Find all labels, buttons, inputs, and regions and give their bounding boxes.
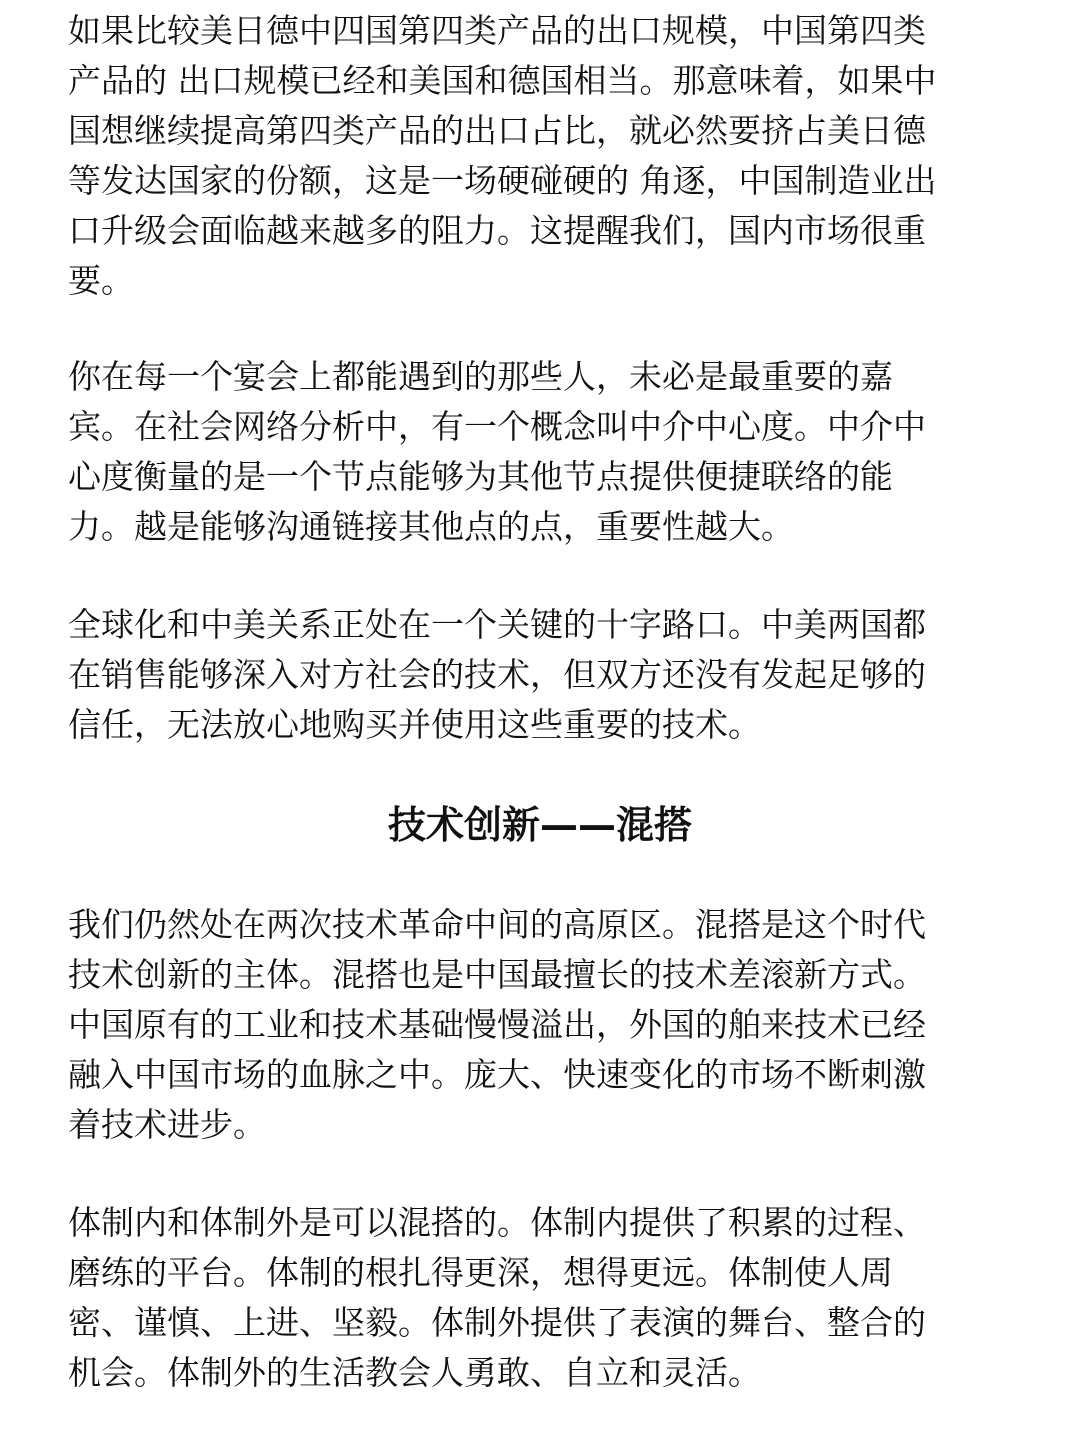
paragraph-line: 等发达国家的份额，这是一场硬碰硬的 角逐，中国制造业出	[68, 161, 937, 200]
paragraph-globalization	[68, 600, 1012, 750]
paragraph-line: 着技术进步。	[68, 1105, 266, 1144]
section-heading: 技术创新——混搭	[387, 803, 692, 847]
paragraph-line: 如果比较美日德中四国第四类产品的出口规模，中国第四类	[68, 11, 926, 50]
paragraph-institutions	[68, 1198, 1012, 1398]
paragraph-line: 要。	[68, 261, 134, 300]
paragraph-line: 国想继续提高第四类产品的出口占比，就必然要挤占美日德	[68, 111, 926, 150]
paragraph-line: 心度衡量的是一个节点能够为其他节点提供便捷联络的能	[68, 457, 893, 496]
paragraph-line: 技术创新的主体。混搭也是中国最擅长的技术差滚新方式。	[68, 955, 926, 994]
paragraph-line: 融入中国市场的血脉之中。庞大、快速变化的市场不断刺激	[68, 1055, 926, 1094]
paragraph-line: 在销售能够深入对方社会的技术，但双方还没有发起足够的	[68, 655, 926, 694]
paragraph-line: 我们仍然处在两次技术革命中间的高原区。混搭是这个时代	[68, 905, 926, 944]
paragraph-line: 中国原有的工业和技术基础慢慢溢出，外国的舶来技术已经	[68, 1005, 926, 1044]
paragraph-line: 口升级会面临越来越多的阻力。这提醒我们，国内市场很重	[68, 211, 926, 250]
paragraph-line: 磨练的平台。体制的根扎得更深，想得更远。体制使人周	[68, 1253, 893, 1292]
paragraph-line: 你在每一个宴会上都能遇到的那些人，未必是最重要的嘉	[68, 357, 893, 396]
paragraph-line: 宾。在社会网络分析中，有一个概念叫中介中心度。中介中	[68, 407, 926, 446]
paragraph-export-scale	[68, 6, 1012, 306]
paragraph-line: 信任，无法放心地购买并使用这些重要的技术。	[68, 705, 761, 744]
paragraph-line: 机会。体制外的生活教会人勇敢、自立和灵活。	[68, 1353, 761, 1392]
paragraph-line: 密、谨慎、上进、坚毅。体制外提供了表演的舞台、整合的	[68, 1303, 926, 1342]
paragraph-line: 产品的 出口规模已经和美国和德国相当。那意味着，如果中	[68, 61, 937, 100]
paragraph-line: 全球化和中美关系正处在一个关键的十字路口。中美两国都	[68, 605, 926, 644]
paragraph-network-centrality	[68, 352, 1012, 552]
paragraph-tech-plateau	[68, 900, 1012, 1150]
paragraph-line: 力。越是能够沟通链接其他点的点，重要性越大。	[68, 507, 794, 546]
paragraph-line: 体制内和体制外是可以混搭的。体制内提供了积累的过程、	[68, 1203, 926, 1242]
